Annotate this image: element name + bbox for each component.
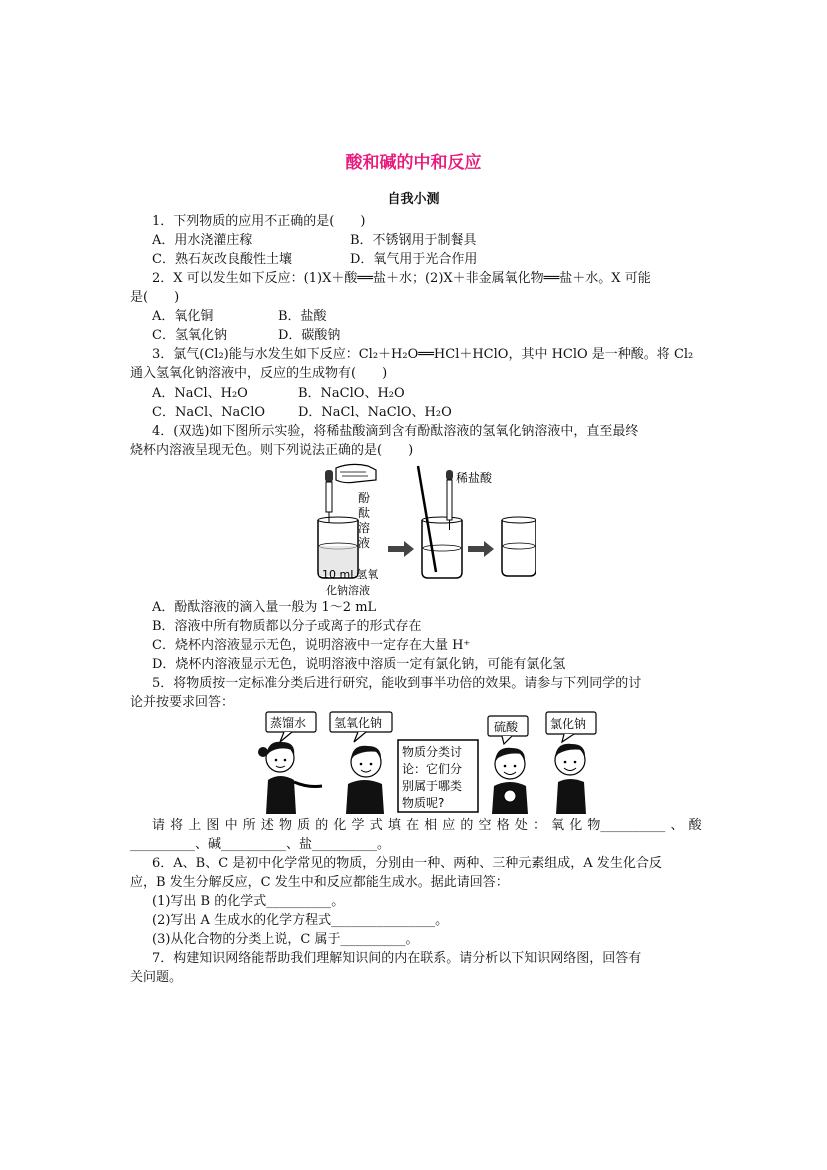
- q5-fill-line1-segment: 所: [242, 818, 256, 833]
- q6-stem-line1: 6．A、B、C 是初中化学常见的物质，分别由一种、两种、三种元素组成，A 发生化合反: [152, 856, 662, 871]
- q5-fill-line1-segment: 化: [333, 818, 347, 833]
- q2-option-a: A．氧化铜: [152, 309, 214, 324]
- q4-option-c: C．烧杯内溶液显示无色，说明溶液中一定存在大量 H⁺: [152, 638, 471, 653]
- q5-stem-line1: 5．将物质按一定标准分类后进行研究，能收到事半功倍的效果。请参与下列同学的讨: [152, 676, 642, 691]
- q5-fill-line1-segment: 物__________: [587, 818, 666, 833]
- q4-option-d: D．烧杯内溶液显示无色，说明溶液中溶质一定有氯化钠，可能有氯化氢: [152, 657, 566, 672]
- discussion-board: [398, 740, 478, 812]
- board-line-2: 论：它们分: [402, 762, 463, 776]
- q5-fill-line1-segment: 将: [170, 818, 184, 833]
- q5-fill-line1-segment: 格: [496, 818, 510, 833]
- dropper-icon: [325, 470, 333, 522]
- q4-option-a: A．酚酞溶液的滴入量一般为 1～2 mL: [152, 600, 377, 615]
- q5-fill-line1-segment: 中: [224, 818, 238, 833]
- page-title: 酸和碱的中和反应: [345, 153, 482, 173]
- q5-fill-line1-segment: 述: [260, 818, 274, 833]
- label-phenol-3: 溶: [358, 521, 371, 535]
- q4-stem-line1: 4．(双选)如下图所示实验，将稀盐酸滴到含有酚酞溶液的氢氧化钠溶液中，直至最终: [152, 424, 639, 439]
- q1-option-b: B．不锈钢用于制餐具: [350, 233, 477, 248]
- q1-option-d: D．氧气用于光合作用: [350, 252, 478, 267]
- bubble-sodium-chloride: 氯化钠: [550, 717, 587, 731]
- speech-bubble-1: [266, 712, 316, 742]
- speech-bubble-3: [488, 716, 528, 744]
- q5-fill-line1-segment: 氧: [551, 818, 565, 833]
- q5-fill-line1-segment: 空: [478, 818, 492, 833]
- label-naoh-1: 10 mL氢氧: [322, 568, 379, 581]
- q5-fill-line1-segment: 酸: [688, 818, 702, 833]
- board-line-4: 物质呢?: [402, 796, 445, 810]
- q7-stem-line2: 关问题。: [130, 970, 183, 985]
- q5-fill-line1-segment: 处: [514, 818, 528, 833]
- q5-fill-line1-segment: 相: [424, 818, 438, 833]
- student-girl-icon: [258, 742, 322, 814]
- q3-option-b: B．NaClO、H₂O: [298, 386, 405, 401]
- speech-bubble-2: [330, 712, 392, 742]
- board-line-1: 物质分类讨: [402, 745, 463, 759]
- q5-fill-line1-segment: 在: [405, 818, 419, 833]
- q5-fill-line1-segment: 学: [351, 818, 365, 833]
- titration-experiment-figure: [296, 460, 536, 600]
- board-line-3: 别属于哪类: [402, 779, 463, 793]
- q5-fill-line1-segment: 质: [297, 818, 311, 833]
- stirring-rod-icon: [418, 466, 436, 572]
- beaker-3-icon: [502, 517, 536, 576]
- q3-option-c: C．NaCl、NaClO: [152, 405, 266, 420]
- q5-fill-line1-segment: 式: [369, 818, 383, 833]
- q5-fill-line1-segment: 请: [152, 818, 166, 833]
- speech-bubble-4: [546, 712, 596, 742]
- q1-stem: 1．下列物质的应用不正确的是( ): [152, 214, 366, 229]
- q5-fill-line1: [152, 816, 702, 835]
- student-boy-clapping-icon: [492, 748, 528, 814]
- q5-fill-line1-segment: 物: [278, 818, 292, 833]
- q5-fill-line2: __________、碱__________、盐__________。: [130, 837, 391, 852]
- q5-fill-line1-segment: 填: [387, 818, 401, 833]
- q5-fill-line1-segment: 的: [315, 818, 329, 833]
- q2-stem-line1: 2．X 可以发生如下反应：(1)X＋酸══盐＋水；(2)X＋非金属氧化物══盐＋水。X 可能: [152, 271, 651, 286]
- q6-part2: (2)写出 A 生成水的化学方程式________________。: [152, 913, 449, 928]
- arrow-right-icon: [388, 541, 414, 557]
- label-dilute-hcl: 稀盐酸: [456, 471, 493, 485]
- hand-icon: [336, 464, 376, 482]
- label-phenol-2: 酞: [358, 506, 371, 520]
- q6-part1: (1)写出 B 的化学式__________。: [152, 894, 345, 909]
- q3-option-a: A．NaCl、H₂O: [152, 386, 248, 401]
- q5-fill-line1-segment: ：: [532, 818, 546, 833]
- bubble-sodium-hydroxide: 氢氧化钠: [334, 716, 383, 730]
- q5-fill-line1-segment: 、: [670, 818, 684, 833]
- q1-option-a: A．用水浇灌庄稼: [152, 233, 253, 248]
- classification-discussion-figure: [258, 710, 598, 816]
- bubble-sulfuric-acid: 硫酸: [494, 720, 519, 734]
- bubble-distilled-water: 蒸馏水: [270, 716, 307, 730]
- q5-stem-line2: 论并按要求回答：: [130, 695, 235, 710]
- q2-option-d: D．碳酸钠: [278, 328, 341, 343]
- q5-fill-line1-segment: 化: [569, 818, 583, 833]
- q3-option-d: D．NaCl、NaClO、H₂O: [298, 405, 452, 420]
- q5-fill-line1-segment: 图: [206, 818, 220, 833]
- q3-stem-line1: 3．氯气(Cl₂)能与水发生如下反应：Cl₂＋H₂O══HCl＋HClO，其中 HClO 是一种酸。将 Cl₂: [152, 347, 694, 362]
- arrow-right-icon: [468, 541, 494, 557]
- q5-fill-line1-segment: 上: [188, 818, 202, 833]
- q5-fill-line1-segment: 应: [442, 818, 456, 833]
- q4-stem-line2: 烧杯内溶液呈现无色。则下列说法正确的是( ): [130, 443, 414, 458]
- label-naoh-2: 化钠溶液: [326, 584, 370, 597]
- label-phenol-1: 酚: [358, 491, 371, 505]
- q2-option-c: C．氢氧化钠: [152, 328, 227, 343]
- q7-stem-line1: 7．构建知识网络能帮助我们理解知识间的内在联系。请分析以下知识网络图，回答有: [152, 951, 642, 966]
- q2-option-b: B．盐酸: [278, 309, 327, 324]
- student-boy-2-icon: [555, 744, 586, 814]
- q1-option-c: C．熟石灰改良酸性土壤: [152, 252, 292, 267]
- q2-stem-line2: 是( ): [130, 290, 180, 305]
- q6-stem-line2: 应，B 发生分解反应，C 发生中和反应都能生成水。据此请回答：: [130, 875, 509, 890]
- q3-stem-line2: 通入氢氧化钠溶液中，反应的生成物有( ): [130, 366, 388, 381]
- q6-part3: (3)从化合物的分类上说，C 属于__________。: [152, 932, 419, 947]
- section-subtitle: 自我小测: [387, 192, 440, 207]
- student-boy-icon: [346, 746, 384, 814]
- label-phenol-4: 液: [358, 536, 371, 550]
- q5-fill-line1-segment: 的: [460, 818, 474, 833]
- q4-option-b: B．溶液中所有物质都以分子或离子的形式存在: [152, 619, 422, 634]
